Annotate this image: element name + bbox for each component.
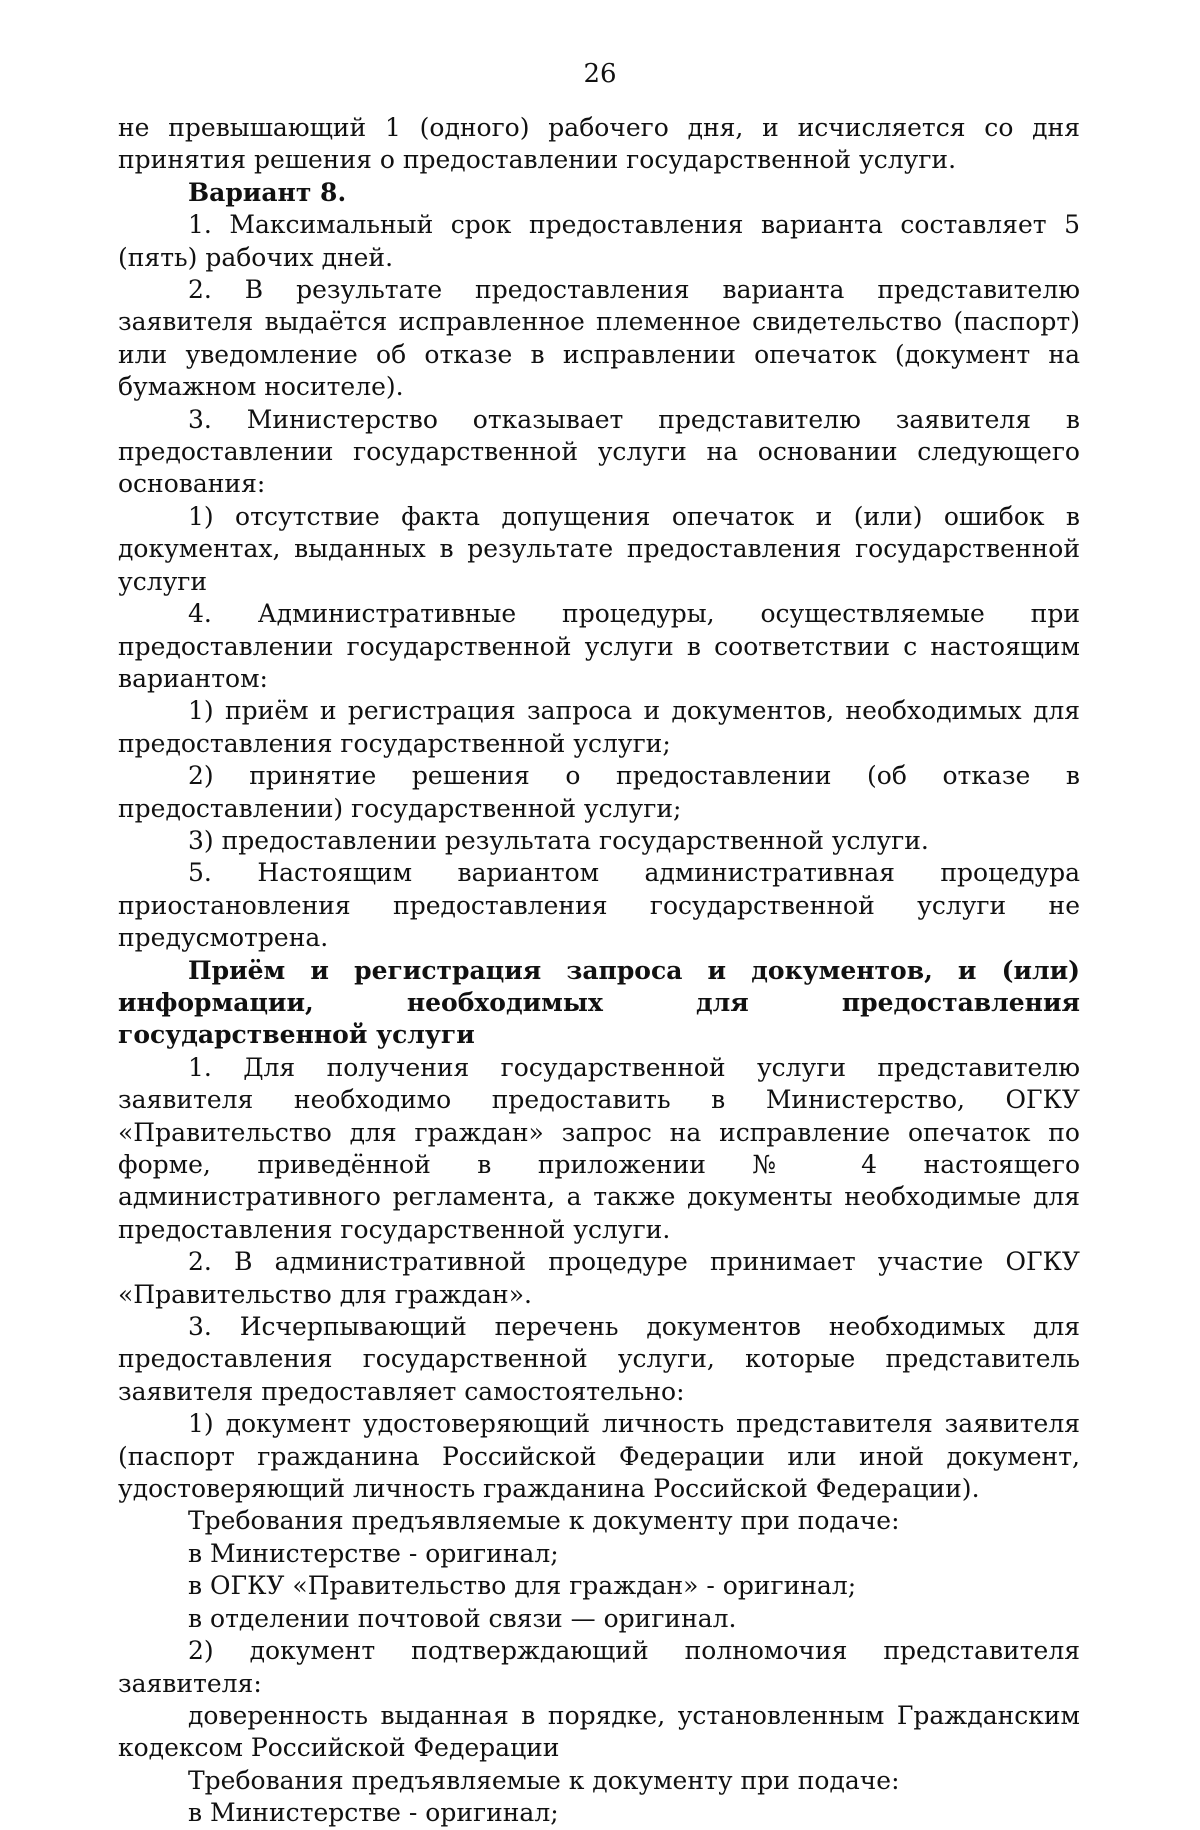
- paragraph: 1) отсутствие факта допущения опечаток и (или) ошибок в документах, выданных в результате предоставления государственной услуги: [118, 501, 1080, 596]
- section-heading: Вариант 8.: [188, 177, 347, 207]
- paragraph: доверенность выданная в порядке, установленным Гражданским кодексом Российской Федерации: [118, 1700, 1080, 1763]
- paragraph: Требования предъявляемые к документу при подаче:: [188, 1506, 900, 1536]
- paragraph: 2) документ подтверждающий полномочия представителя заявителя:: [118, 1636, 1080, 1698]
- paragraph: 1) приём и регистрация запроса и документов, необходимых для предоставления государственной услуги;: [118, 696, 1080, 758]
- page-number: 26: [583, 59, 617, 89]
- paragraph: не превышающий 1 (одного) рабочего дня, и исчисляется со дня принятия решения о предоставлении государственной услуги.: [118, 113, 1080, 175]
- paragraph: 3. Исчерпывающий перечень документов необходимых для предоставления государственной услуги, которые представитель заявителя предоставляет самостоятельно:: [118, 1312, 1080, 1406]
- paragraph: 3. Министерство отказывает представителю заявителя в предоставлении государственной услуги на основании следующего основания:: [118, 404, 1080, 499]
- paragraph: 5. Настоящим вариантом административная процедура приостановления предоставления государственной услуги не предусмотрена.: [118, 858, 1080, 953]
- paragraph: в ОГКУ «Правительство для граждан» - оригинал;: [188, 1571, 857, 1601]
- section-heading: Приём и регистрация запроса и документов, и (или) информации, необходимых для предоставления государственной услуги: [118, 955, 1080, 1050]
- paragraph: 2. В результате предоставления варианта представителю заявителя выдаётся исправленное племенное свидетельство (паспорт) или уведомление об отказе в исправлении опечаток (документ на бумажном носителе).: [118, 275, 1080, 402]
- document-body: [118, 112, 1080, 1830]
- paragraph: в отделении почтовой связи — оригинал.: [188, 1603, 737, 1633]
- paragraph: Требования предъявляемые к документу при подаче:: [188, 1765, 900, 1795]
- paragraph: 1. Максимальный срок предоставления варианта составляет 5 (пять) рабочих дней.: [118, 210, 1080, 272]
- paragraph: 3) предоставлении результата государственной услуги.: [188, 825, 929, 855]
- paragraph: в Министерстве - оригинал;: [188, 1798, 559, 1828]
- paragraph: 4. Административные процедуры, осуществляемые при предоставлении государственной услуги в соответствии с настоящим вариантом:: [118, 599, 1080, 693]
- paragraph: 1. Для получения государственной услуги представителю заявителя необходимо предоставить в Министерство, ОГКУ «Правительство для граждан» запрос на исправление опечаток по форме, приведённой в приложении № 4 настоящего административного регламента, а также документы необходимые для предоставления государственной услуги.: [118, 1052, 1080, 1244]
- paragraph: 2. В административной процедуре принимает участие ОГКУ «Правительство для граждан».: [118, 1247, 1080, 1309]
- paragraph: 2) принятие решения о предоставлении (об отказе в предоставлении) государственной услуги;: [118, 761, 1080, 823]
- paragraph: в Министерстве - оригинал;: [188, 1538, 559, 1568]
- paragraph: 1) документ удостоверяющий личность представителя заявителя (паспорт гражданина Российской Федерации или иной документ, удостоверяющий личность гражданина Российской Федерации).: [118, 1409, 1080, 1504]
